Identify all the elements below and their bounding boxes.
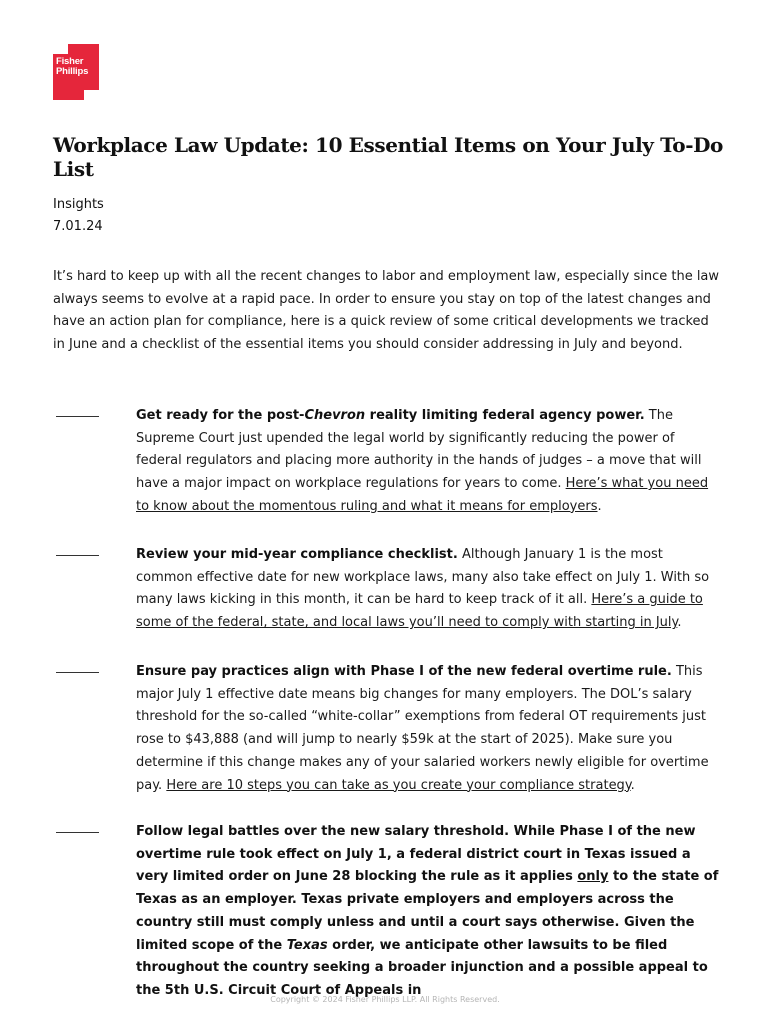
article-date: 7.01.24 xyxy=(53,219,103,234)
item-heading: Get ready for the post-Chevron reality limiting federal agency power. xyxy=(136,408,645,423)
emphasis-texas: Texas xyxy=(286,937,328,953)
checkbox-blank-line xyxy=(56,832,99,833)
intro-paragraph: It’s hard to keep up with all the recent changes to labor and employment law, especially since the law always seems to evolve at a rapid pace. In order to ensure you stay on top of the latest changes and have an action plan for compliance, here is a quick review of some critical developments we tracked in June and a checklist of the essential items you should consider addressing in July and beyond. xyxy=(53,269,720,353)
logo-line-2: Phillips xyxy=(56,66,89,77)
article-meta xyxy=(53,194,104,238)
item-text: Review your mid-year compliance checklist. Although January 1 is the most common effective date for new workplace laws, many also take effect on July 1. With so many laws kicking in this month, it can be hard to keep track of it all. Here’s a guide to some of the federal, state, and local laws you’ll need to comply with starting in July. xyxy=(136,547,710,631)
item-link[interactable]: Here are 10 steps you can take as you create your compliance strategy xyxy=(166,777,631,793)
item-body: Although January 1 is the most common effective date for new workplace laws, many also take effect on July 1. With so many laws kicking in this month, it can be hard to keep track of it all. xyxy=(136,547,710,608)
item-heading-italic: Chevron xyxy=(304,408,366,423)
checkbox-blank-line xyxy=(56,672,99,673)
item-body: This major July 1 effective date means big changes for many employers. The DOL’s salary threshold for the so-called “white-collar” exemptions from federal OT requirements just rose to $43,888 (and will jump to nearly $59k at the start of 2025). Make sure you determine if this change makes any of your salaried workers newly eligible for overtime pay. xyxy=(136,664,709,793)
item-body: The Supreme Court just upended the legal world by significantly reducing the power of federal regulators and placing more authority in the hands of judges – a move that will have a major impact on workplace regulations for years to come. xyxy=(136,408,702,492)
item-heading: Ensure pay practices align with Phase I of the new federal overtime rule. xyxy=(136,664,672,679)
copyright-footer: Copyright © 2024 Fisher Phillips LLP. All Rights Reserved. xyxy=(270,995,500,1004)
emphasis-only: only xyxy=(577,869,609,885)
logo-line-1: Fisher xyxy=(56,56,84,67)
item-link[interactable]: Here’s what you need to know about the momentous ruling and what it means for employers xyxy=(136,476,709,514)
item-text: Get ready for the post-Chevron reality limiting federal agency power. The Supreme Court just upended the legal world by significantly reducing the power of federal regulators and placing more authority in the hands of judges – a move that will have a major impact on workplace regulations for years to come. Here’s what you need to know about the momentous ruling and what it means for employers. xyxy=(136,408,709,514)
checkbox-blank-line xyxy=(56,555,99,556)
page-title: Workplace Law Update: 10 Essential Items on Your July To-Do List xyxy=(53,133,723,181)
article-category: Insights xyxy=(53,197,104,212)
checkbox-blank-line xyxy=(56,416,99,417)
item-heading: Review your mid-year compliance checklist. xyxy=(136,547,458,562)
item-text: Ensure pay practices align with Phase I of the new federal overtime rule. This major July 1 effective date means big changes for many employers. The DOL’s salary threshold for the so-called “white-collar” exemptions from federal OT requirements just rose to $43,888 (and will jump to nearly $59k at the start of 2025). Make sure you determine if this change makes any of your salaried workers newly eligible for overtime pay. Here are 10 steps you can take as you create your compliance strategy. xyxy=(136,664,709,793)
item-link[interactable]: Here’s a guide to some of the federal, state, and local laws you’ll need to comply with starting in July xyxy=(136,592,703,631)
fisher-phillips-logo xyxy=(53,44,99,100)
item-text: Follow legal battles over the new salary threshold. While Phase I of the new overtime rule took effect on July 1, a federal district court in Texas issued a very limited order on June 28 blocking the rule as it applies only to the state of Texas as an employer. Texas private employers and employers across the country still must comply unless and until a court says otherwise. Given the limited scope of the Texas order, we anticipate other lawsuits to be filed throughout the country seeking a broader injunction and a possible appeal to the 5th U.S. Circuit Court of Appeals in xyxy=(136,824,719,998)
